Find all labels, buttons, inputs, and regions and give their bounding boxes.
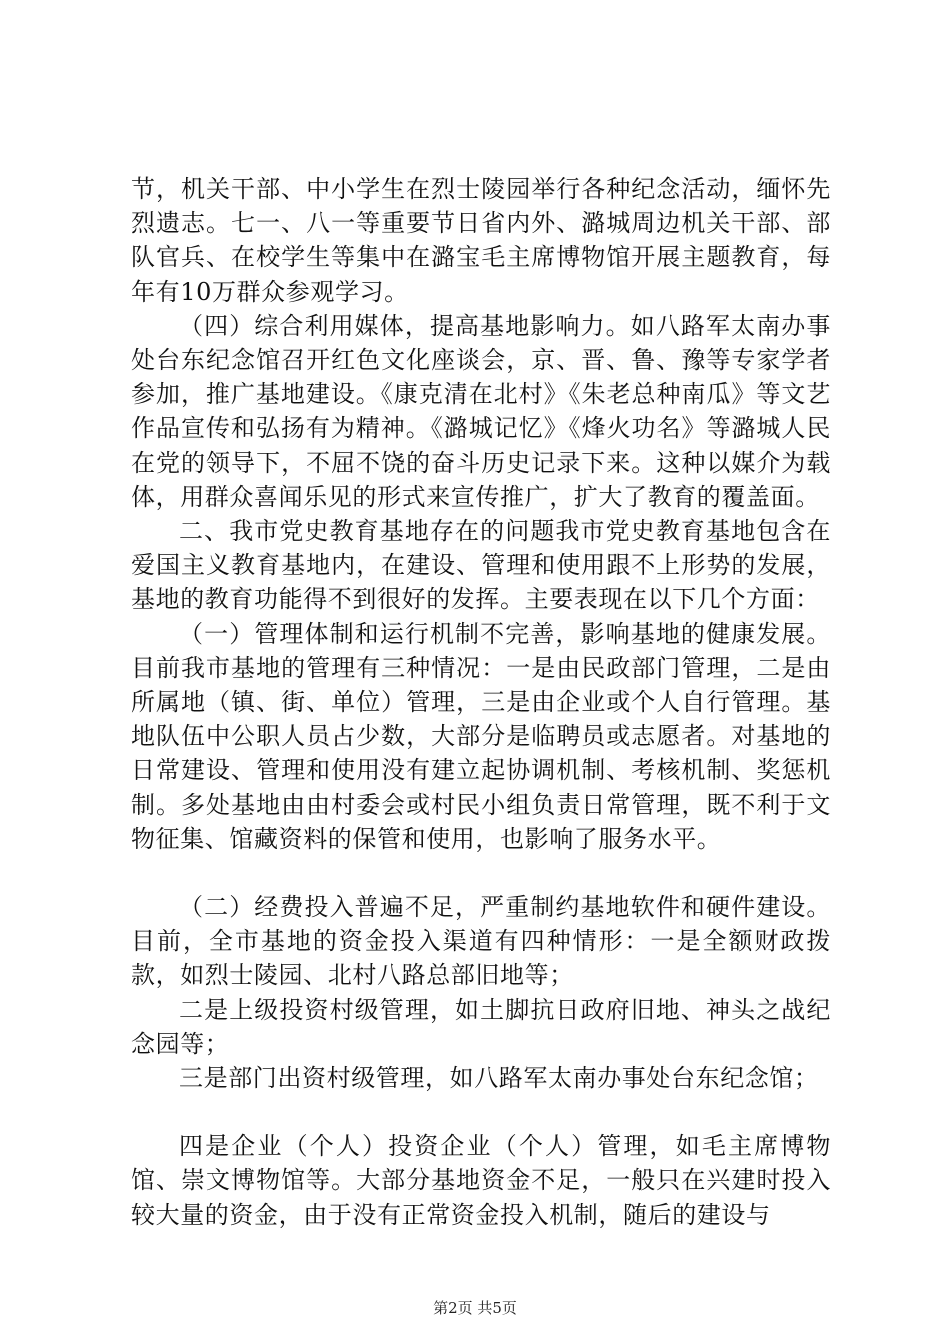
paragraph-gap <box>131 856 831 890</box>
paragraph-funding-two: 二是上级投资村级管理，如土脚抗日政府旧地、神头之战纪念园等； <box>131 995 831 1058</box>
paragraph-item-one: （一）管理体制和运行机制不完善，影响基地的健康发展。目前我市基地的管理有三种情况：一是由民政部门管理，二是由所属地（镇、街、单位）管理，三是由企业或个人自行管理。基地队伍中公职人员占少数，大部分是临聘员或志愿者。对基地的日常建设、管理和使用没有建立起协调机制、考核机制、奖惩机制。多处基地由由村委会或村民小组负责日常管理，既不利于文物征集、馆藏资料的保管和使用，也影响了服务水平。 <box>131 619 831 853</box>
page-number-footer: 第2页 共5页 <box>433 1299 517 1317</box>
paragraph-continuation: 节，机关干部、中小学生在烈士陵园举行各种纪念活动，缅怀先烈遗志。七一、八一等重要节日省内外、潞城周边机关干部、部队官兵、在校学生等集中在潞宝毛主席博物馆开展主题教育，每年有10万群众参观学习。 <box>131 175 831 306</box>
paragraph-item-two: （二）经费投入普遍不足，严重制约基地软件和硬件建设。目前，全市基地的资金投入渠道有四种情形：一是全额财政拨款，如烈士陵园、北村八路总部旧地等； <box>131 893 831 990</box>
document-body <box>131 172 831 1232</box>
paragraph-heading-two: 二、我市党史教育基地存在的问题我市党史教育基地包含在爱国主义教育基地内，在建设、管理和使用跟不上形势的发展，基地的教育功能得不到很好的发挥。主要表现在以下几个方面： <box>131 517 831 614</box>
paragraph-funding-three: 三是部门出资村级管理，如八路军太南办事处台东纪念馆； <box>179 1064 819 1093</box>
paragraph-section-four: （四）综合利用媒体，提高基地影响力。如八路军太南办事处台东纪念馆召开红色文化座谈会，京、晋、鲁、豫等专家学者参加，推广基地建设。《康克清在北村》《朱老总种南瓜》等文艺作品宣传和弘扬有为精神。《潞城记忆》《烽火功名》等潞城人民在党的领导下，不屈不饶的奋斗历史记录下来。这种以媒介为载体，用群众喜闻乐见的形式来宣传推广，扩大了教育的覆盖面。 <box>131 311 831 511</box>
paragraph-gap <box>131 1095 831 1129</box>
paragraph-funding-four: 四是企业（个人）投资企业（个人）管理，如毛主席博物馆、崇文博物馆等。大部分基地资金不足，一般只在兴建时投入较大量的资金，由于没有正常资金投入机制，随后的建设与 <box>131 1132 831 1229</box>
